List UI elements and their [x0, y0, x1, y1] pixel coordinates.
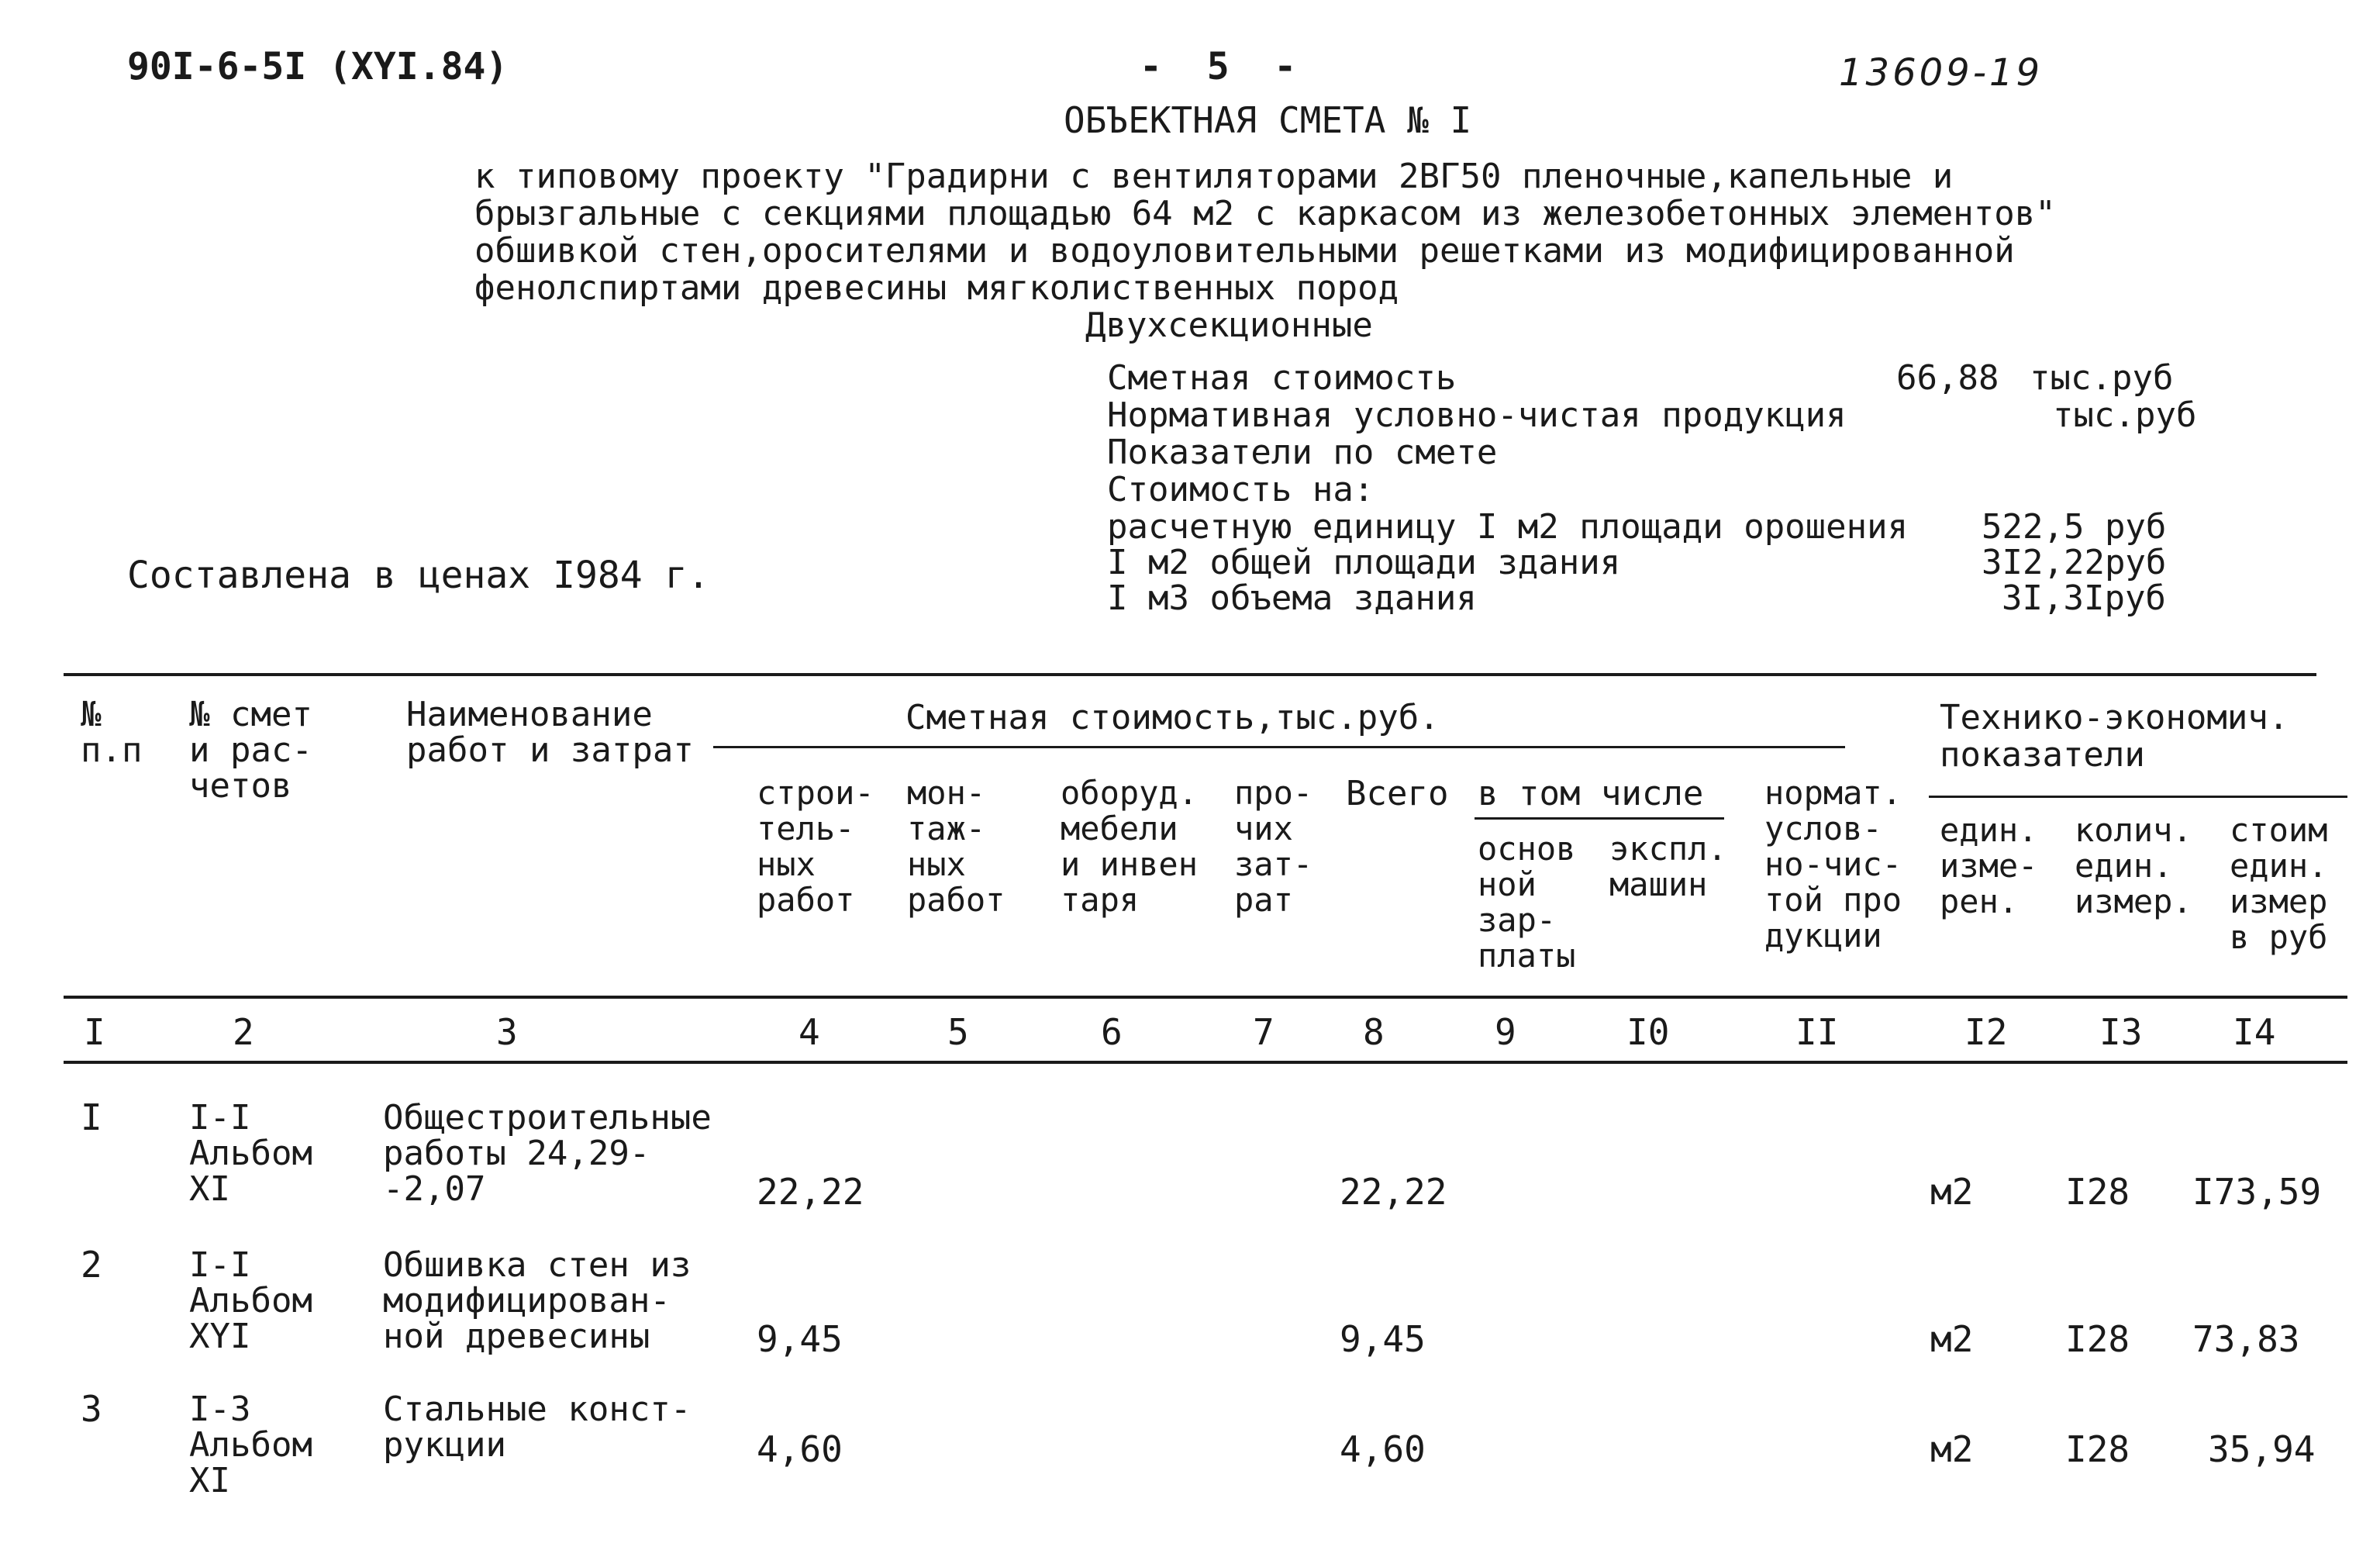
column-number: 5 [947, 1011, 969, 1053]
subtitle-line-2: брызгальные с секциями площадью 64 м2 с каркасом из железобетонных элементов" [474, 194, 2056, 233]
column-number: 7 [1253, 1011, 1275, 1053]
subtitle-line-1: к типовому проекту "Градирни с вентиляторами 2ВГ50 пленочные,капельные и [474, 157, 1954, 196]
row-unit: м2 [1930, 1171, 1974, 1213]
row-name: Стальные конст- [383, 1390, 692, 1429]
header-other-line2: чих [1234, 810, 1293, 848]
header-estimate-line1: № смет [189, 695, 312, 734]
row-total-cost: 4,60 [1340, 1428, 1426, 1470]
header-other-line4: рат [1234, 881, 1293, 919]
header-tech-group-line1: Технико-экономич. [1940, 698, 2289, 737]
header-other-line1: про- [1234, 774, 1313, 812]
header-num-line1: № [81, 695, 102, 734]
column-number: I [84, 1011, 105, 1053]
header-unit-cost-line1: стоим [2230, 811, 2328, 849]
including-rule [1475, 817, 1724, 820]
row-number: I [81, 1096, 102, 1138]
header-machines-line1: экспл. [1609, 830, 1727, 868]
indicators-label: Показатели по смете [1107, 433, 1498, 472]
cost-group-rule [713, 746, 1845, 748]
header-normative-line1: нормат. [1764, 774, 1902, 812]
header-other-line3: зат- [1234, 845, 1313, 883]
per-area-label: I м2 общей площади здания [1107, 543, 1621, 582]
row-estimate: I-I [189, 1245, 251, 1285]
net-product-label: Нормативная условно-чистая продукция [1107, 395, 1847, 435]
row-estimate: XYI [189, 1317, 251, 1356]
header-tech-group-line2: показатели [1940, 735, 2145, 775]
header-including: в том числе [1478, 774, 1704, 813]
row-total-cost: 22,22 [1340, 1171, 1447, 1213]
row-estimate: Альбом [189, 1281, 312, 1321]
estimate-title: ОБЪЕКТНАЯ СМЕТА № I [1064, 99, 1472, 141]
column-number: I4 [2233, 1011, 2276, 1053]
per-volume-value: 3I,3Iруб [2002, 578, 2166, 618]
row-name: работы 24,29- [383, 1134, 650, 1173]
column-number: 4 [799, 1011, 820, 1053]
header-installation-line1: мон- [907, 774, 986, 812]
header-construction-line2: тель- [757, 810, 855, 848]
row-unit-cost: 73,83 [2192, 1318, 2300, 1360]
row-qty: I28 [2065, 1428, 2130, 1470]
table-top-rule [64, 673, 2316, 676]
variant-label: Двухсекционные [1085, 306, 1373, 345]
header-equipment-line1: оборуд. [1061, 774, 1199, 812]
column-number: II [1795, 1011, 1839, 1053]
row-name: Обшивка стен из [383, 1245, 692, 1285]
row-name: -2,07 [383, 1169, 486, 1209]
header-equipment-line2: мебели [1061, 810, 1178, 848]
row-qty: I28 [2065, 1318, 2130, 1360]
page-number: - 5 - [1140, 45, 1297, 88]
header-installation-line3: ных [907, 845, 966, 883]
column-number: I2 [1964, 1011, 2008, 1053]
row-estimate: XI [189, 1461, 230, 1500]
row-construction-cost: 22,22 [757, 1171, 864, 1213]
document-code: 90I-6-5I (XYI.84) [127, 45, 509, 88]
header-normative-line5: дукции [1764, 917, 1882, 955]
header-normative-line2: услов- [1764, 810, 1882, 848]
header-unit-line2: изме- [1940, 847, 2038, 885]
header-installation-line4: работ [907, 881, 1005, 919]
column-number-rule [64, 1061, 2347, 1064]
header-unit-cost-line4: в руб [2230, 918, 2328, 956]
row-qty: I28 [2065, 1171, 2130, 1213]
header-wages-line2: ной [1478, 865, 1537, 903]
header-wages-line4: платы [1478, 937, 1576, 975]
header-normative-line4: той про [1764, 881, 1902, 919]
column-number: 8 [1363, 1011, 1385, 1053]
header-equipment-line4: таря [1061, 881, 1140, 919]
archive-number: 13609-19 [1839, 51, 2044, 95]
header-equipment-line3: и инвен [1061, 845, 1199, 883]
net-product-unit: тыс.руб [2053, 395, 2197, 435]
column-number: 9 [1495, 1011, 1516, 1053]
header-machines-line2: машин [1609, 865, 1708, 903]
header-name-line1: Наименование [406, 695, 653, 734]
header-unit-cost-line3: измер [2230, 882, 2328, 920]
header-normative-line3: но-чис- [1764, 845, 1902, 883]
header-qty-line3: измер. [2075, 882, 2192, 920]
per-volume-label: I м3 объема здания [1107, 578, 1477, 618]
header-cost-group: Сметная стоимость,тыс.руб. [905, 698, 1440, 737]
row-name: модифицирован- [383, 1281, 671, 1321]
header-total: Всего [1346, 774, 1449, 813]
subtitle-line-3: обшивкой стен,оросителями и водоуловительными решетками из модифицированной [474, 231, 2015, 271]
cost-per-label: Стоимость на: [1107, 470, 1375, 509]
header-unit-line1: един. [1940, 811, 2038, 849]
column-number: 2 [233, 1011, 254, 1053]
header-qty-line1: колич. [2075, 811, 2192, 849]
row-unit: м2 [1930, 1318, 1974, 1360]
cost-unit: тыс.руб [2030, 358, 2174, 398]
row-number: 2 [81, 1244, 102, 1286]
row-name: рукции [383, 1425, 506, 1465]
row-construction-cost: 9,45 [757, 1318, 843, 1360]
column-number: 3 [496, 1011, 518, 1053]
cost-value: 66,88 [1896, 358, 1999, 398]
row-unit-cost: I73,59 [2192, 1171, 2322, 1213]
row-name: Общестроительные [383, 1098, 712, 1138]
header-num-line2: п.п [81, 730, 143, 770]
per-area-value: 3I2,22руб [1982, 543, 2167, 582]
row-construction-cost: 4,60 [757, 1428, 843, 1470]
column-number: 6 [1101, 1011, 1123, 1053]
compiled-note: Составлена в ценах I984 г. [127, 554, 710, 597]
row-estimate: XI [189, 1169, 230, 1209]
header-wages-line3: зар- [1478, 901, 1557, 939]
header-estimate-line2: и рас- [189, 730, 312, 770]
row-total-cost: 9,45 [1340, 1318, 1426, 1360]
row-estimate: Альбом [189, 1134, 312, 1173]
per-irrigation-label: расчетную единицу I м2 площади орошения [1107, 507, 1909, 547]
header-unit-cost-line2: един. [2230, 847, 2328, 885]
header-qty-line2: един. [2075, 847, 2173, 885]
column-number: I0 [1626, 1011, 1670, 1053]
header-installation-line2: таж- [907, 810, 986, 848]
row-unit: м2 [1930, 1428, 1974, 1470]
row-estimate: I-3 [189, 1390, 251, 1429]
header-construction-line4: работ [757, 881, 855, 919]
row-unit-cost: 35,94 [2208, 1428, 2316, 1470]
header-construction-line3: ных [757, 845, 816, 883]
header-estimate-line3: четов [189, 766, 292, 806]
header-bottom-rule [64, 996, 2347, 999]
subtitle-line-4: фенолспиртами древесины мягколиственных пород [474, 268, 1399, 308]
row-name: ной древесины [383, 1317, 650, 1356]
row-number: 3 [81, 1388, 102, 1430]
header-name-line2: работ и затрат [406, 730, 694, 770]
row-estimate: Альбом [189, 1425, 312, 1465]
header-wages-line1: основ [1478, 830, 1576, 868]
header-unit-line3: рен. [1940, 882, 2019, 920]
row-estimate: I-I [189, 1098, 251, 1138]
column-number: I3 [2099, 1011, 2143, 1053]
header-construction-line1: строи- [757, 774, 874, 812]
tech-group-rule [1929, 796, 2347, 798]
cost-label: Сметная стоимость [1107, 358, 1457, 398]
per-irrigation-value: 522,5 руб [1982, 507, 2167, 547]
